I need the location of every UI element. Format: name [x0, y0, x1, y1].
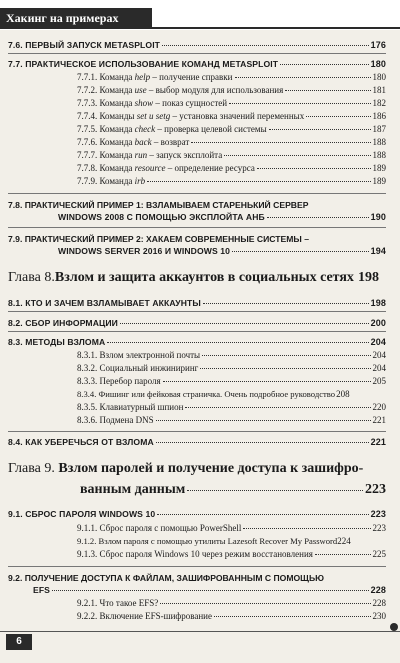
toc-title: WINDOWS 2008 С ПОМОЩЬЮ ЭКСПЛОЙТА АНБ [58, 212, 265, 222]
toc-subsection [77, 98, 386, 108]
toc-section [8, 318, 386, 328]
toc-leader [202, 355, 370, 356]
toc-leader [306, 116, 370, 117]
chapter-title: Взлом и защита аккаунтов в социальных сетях [54, 270, 354, 285]
toc-section [8, 298, 386, 308]
toc-title: 9.2.2. Включение EFS-шифрование [77, 611, 212, 621]
toc-page: 204 [372, 350, 386, 360]
toc-title: 8.3. МЕТОДЫ ВЗЛОМА [8, 337, 106, 347]
toc-page: 221 [372, 415, 386, 425]
toc-subsection [77, 549, 386, 559]
toc-divider [8, 53, 386, 54]
toc-page: 225 [372, 549, 386, 559]
toc-title: 9.1.3. Сброс пароля Windows 10 через режим восстановления [77, 549, 313, 559]
toc-page: 223 [372, 523, 386, 533]
toc-section [8, 337, 386, 347]
toc-title: 7.7.2. Команда use – выбор модуля для использования [77, 85, 284, 95]
toc-title: 7.7. ПРАКТИЧЕСКОЕ ИСПОЛЬЗОВАНИЕ КОМАНД METASPLOIT [8, 59, 279, 69]
chapter-prefix: Глава 9. [8, 461, 59, 476]
toc-page: 188 [372, 150, 386, 160]
toc-title: 7.7.4. Команды set и setg – установка значений переменных [77, 111, 305, 121]
toc-title: 7.7.5. Команда check – проверка целевой системы [77, 124, 267, 134]
toc-leader [243, 528, 370, 529]
toc-page: 182 [372, 98, 386, 108]
toc-title: 7.6. ПЕРВЫЙ ЗАПУСК METASPLOIT [8, 40, 161, 50]
toc-leader [315, 554, 371, 555]
toc-subsection [77, 85, 386, 95]
toc-leader [200, 368, 370, 369]
toc-title: 9.1.2. Взлом пароля с помощью утилиты Lazesoft Recover My Password [77, 536, 338, 546]
toc-section [8, 59, 386, 69]
chapter-page: 198 [357, 270, 379, 285]
running-header-title: Хакинг на примерах [6, 11, 119, 25]
toc-page: 205 [372, 376, 386, 386]
toc-subsection [77, 150, 386, 160]
toc-leader [235, 77, 371, 78]
toc-leader [157, 514, 368, 515]
toc-leader [229, 103, 370, 104]
toc-subsection [77, 72, 386, 82]
toc-subsection [77, 523, 386, 533]
chapter-heading-line2 [80, 482, 386, 498]
toc-page: 208 [336, 389, 350, 399]
toc-section [58, 212, 386, 222]
toc-page: 190 [370, 212, 386, 222]
toc-subsection [77, 598, 386, 608]
toc-page: 181 [372, 85, 386, 95]
toc-title: 7.7.7. Команда run – запуск эксплойта [77, 150, 223, 160]
footer-bullet [390, 623, 398, 631]
toc-subsection [77, 350, 386, 360]
toc-leader [269, 129, 371, 130]
toc-subsection [77, 536, 386, 546]
toc-section [33, 585, 386, 595]
toc-section [58, 246, 386, 256]
toc-divider [8, 227, 386, 228]
toc-subsection [77, 389, 386, 399]
toc-divider [8, 331, 386, 332]
toc-divider [8, 193, 386, 194]
toc-title: 8.2. СБОР ИНФОРМАЦИИ [8, 318, 118, 328]
toc-subsection [77, 611, 386, 621]
chapter-heading [8, 270, 386, 286]
toc-leader [280, 64, 369, 65]
toc-page: 204 [372, 363, 386, 373]
toc-page: 176 [370, 40, 386, 50]
toc-title: 8.1. КТО И ЗАЧЕМ ВЗЛАМЫВАЕТ АККАУНТЫ [8, 298, 201, 308]
toc-title: 7.7.9. Команда irb [77, 176, 146, 186]
toc-page: 230 [372, 611, 386, 621]
toc-leader [120, 323, 369, 324]
toc-subsection [77, 163, 386, 173]
toc-section [8, 509, 386, 519]
toc-leader [107, 342, 368, 343]
toc-title: 7.7.6. Команда back – возврат [77, 137, 190, 147]
toc-page: 221 [370, 437, 386, 447]
toc-subsection [77, 176, 386, 186]
toc-page: 220 [372, 402, 386, 412]
toc-page: 198 [370, 298, 386, 308]
toc-leader [285, 90, 370, 91]
toc-section-line1: 7.8. ПРАКТИЧЕСКИЙ ПРИМЕР 1: ВЗЛАМЫВАЕМ СТАРЕНЬКИЙ СЕРВЕР [8, 200, 309, 210]
toc-leader [214, 616, 371, 617]
toc-leader [224, 155, 370, 156]
toc-page: 186 [372, 111, 386, 121]
chapter-prefix: Глава 8. [8, 270, 55, 285]
toc-page: 224 [337, 536, 351, 546]
toc-title: WINDOWS SERVER 2016 И WINDOWS 10 [58, 246, 231, 256]
toc-page: 204 [370, 337, 386, 347]
toc-section-line1: 9.2. ПОЛУЧЕНИЕ ДОСТУПА К ФАЙЛАМ, ЗАШИФРОВАННЫМ С ПОМОЩЬЮ [8, 573, 324, 583]
toc-leader [257, 168, 371, 169]
toc-divider [8, 566, 386, 567]
footer-rule [0, 631, 400, 632]
toc-section [8, 437, 386, 447]
toc-title: 7.7.8. Команда resource – определение ресурса [77, 163, 255, 173]
toc-subsection [77, 363, 386, 373]
toc-title: 8.3.1. Взлом электронной почты [77, 350, 201, 360]
toc-title: 8.3.2. Социальный инжиниринг [77, 363, 199, 373]
toc-page: 189 [372, 163, 386, 173]
toc-title: 9.1. СБРОС ПАРОЛЯ WINDOWS 10 [8, 509, 156, 519]
toc-subsection [77, 415, 386, 425]
chapter-title: Взлом паролей и получение доступа к зашифро- [58, 461, 364, 476]
toc-leader [163, 381, 371, 382]
toc-subsection [77, 111, 386, 121]
page-number: 6 [6, 634, 32, 650]
toc-title: 9.2.1. Что такое EFS? [77, 598, 159, 608]
toc-page: 194 [370, 246, 386, 256]
toc-leader [232, 251, 369, 252]
toc-leader [160, 603, 370, 604]
chapter-title-cont: ванным данным [80, 482, 186, 497]
toc-title: 8.4. КАК УБЕРЕЧЬСЯ ОТ ВЗЛОМА [8, 437, 154, 447]
toc-divider [8, 431, 386, 432]
toc-leader [156, 420, 371, 421]
toc-divider [8, 311, 386, 312]
toc-leader [191, 142, 370, 143]
toc-section [8, 40, 386, 50]
toc-subsection [77, 376, 386, 386]
toc-leader [185, 407, 370, 408]
toc-title: 8.3.3. Перебор пароля [77, 376, 161, 386]
toc-leader [162, 45, 369, 46]
toc-subsection [77, 137, 386, 147]
toc-leader [203, 303, 369, 304]
toc-leader [267, 217, 369, 218]
toc-page: 189 [372, 176, 386, 186]
toc-subsection [77, 124, 386, 134]
toc-title: 7.7.3. Команда show – показ сущностей [77, 98, 228, 108]
toc-page: 180 [370, 59, 386, 69]
toc-page: 228 [372, 598, 386, 608]
toc-title: 9.1.1. Сброс пароля с помощью PowerShell [77, 523, 242, 533]
toc-subsection [77, 402, 386, 412]
chapter-page: 223 [365, 482, 386, 497]
toc-section-line1: 7.9. ПРАКТИЧЕСКИЙ ПРИМЕР 2: ХАКАЕМ СОВРЕМЕННЫЕ СИСТЕМЫ – [8, 234, 309, 244]
toc-leader [156, 442, 369, 443]
toc-leader [187, 490, 363, 491]
toc-title: EFS [33, 585, 51, 595]
toc-page: 223 [370, 509, 386, 519]
running-header [0, 0, 400, 30]
toc-page: 200 [370, 318, 386, 328]
toc-title: 8.3.5. Клавиатурный шпион [77, 402, 184, 412]
toc-page: 187 [372, 124, 386, 134]
toc-page: 188 [372, 137, 386, 147]
chapter-heading [8, 461, 363, 477]
toc-leader [52, 590, 369, 591]
toc-page: 228 [370, 585, 386, 595]
running-header-rule [0, 27, 400, 29]
toc-title: 8.3.6. Подмена DNS [77, 415, 154, 425]
toc-title: 7.7.1. Команда help – получение справки [77, 72, 233, 82]
toc-page: 180 [372, 72, 386, 82]
toc-title: 8.3.4. Фишинг или фейковая страничка. Очень подробное руководство [77, 389, 336, 399]
toc-leader [147, 181, 370, 182]
